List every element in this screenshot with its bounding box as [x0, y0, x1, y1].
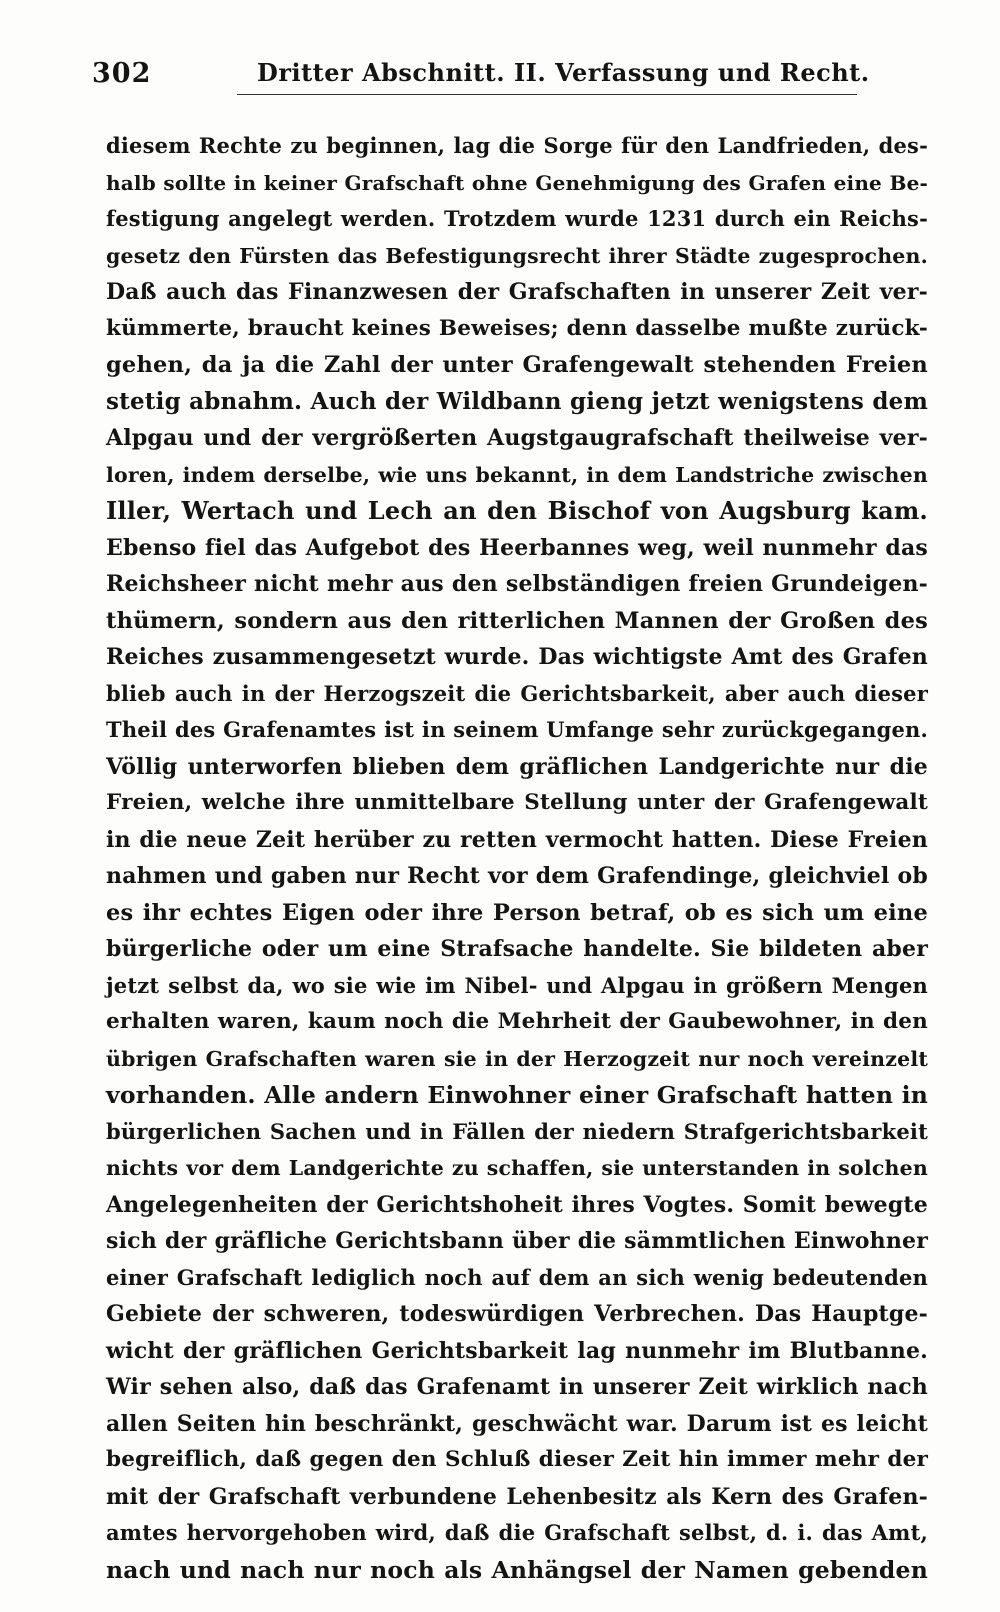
text-line: nahmen und gaben nur Recht vor dem Grafendinge, gleichviel ob: [106, 863, 928, 889]
text-line: Reichsheer nicht mehr aus den selbständigen freien Grundeigen-: [106, 571, 928, 597]
text-line: sich der gräfliche Gerichtsbann über die sämmtlichen Einwohner: [106, 1228, 928, 1254]
text-line: Reiches zusammengesetzt wurde. Das wichtigste Amt des Grafen: [106, 644, 928, 670]
text-line: Völlig unterworfen blieben dem gräflichen Landgerichte nur die: [106, 753, 928, 780]
text-line: allen Seiten hin beschränkt, geschwächt war. Darum ist es leicht: [106, 1410, 928, 1437]
text-line: thümern, sondern aus den ritterlichen Mannen der Großen des: [106, 607, 928, 634]
text-line: festigung angelegt werden. Trotzdem wurde 1231 durch ein Reichs-: [106, 206, 928, 231]
text-line: nach und nach nur noch als Anhängsel der Namen gebenden: [106, 1555, 928, 1584]
text-line: Alpgau und der vergrößerten Augstgaugrafschaft theilweise ver-: [106, 425, 928, 451]
header-rule: [237, 94, 857, 95]
text-line: erhalten waren, kaum noch die Mehrheit der Gaubewohner, in den: [106, 1009, 928, 1034]
text-line: Freien, welche ihre unmittelbare Stellung unter der Grafengewalt: [106, 790, 928, 815]
text-line: übrigen Grafschaften waren sie in der Herzogzeit nur noch vereinzelt: [106, 1046, 928, 1071]
text-line: begreiflich, daß gegen den Schluß dieser Zeit hin immer mehr der: [106, 1447, 928, 1472]
text-line: Ebenso fiel das Aufgebot des Heerbannes weg, weil nunmehr das: [106, 534, 928, 561]
page-number: 302: [92, 58, 152, 89]
text-line: Theil des Grafenamtes ist in seinem Umfange sehr zurückgegangen.: [106, 717, 928, 742]
page-header: [92, 54, 882, 98]
text-line: stetig abnahm. Auch der Wildbann gieng jetzt wenigstens dem: [106, 387, 928, 415]
text-line: halb sollte in keiner Grafschaft ohne Genehmigung des Grafen eine Be-: [106, 170, 928, 195]
text-line: wicht der gräflichen Gerichtsbarkeit lag nunmehr im Blutbanne.: [106, 1337, 928, 1364]
text-line: amtes hervorgehoben wird, daß die Grafschaft selbst, d. i. das Amt,: [106, 1520, 928, 1545]
text-line: gesetz den Fürsten das Befestigungsrecht ihrer Städte zugesprochen.: [106, 243, 928, 268]
running-head: Dritter Abschnitt. II. Verfassung und Recht.: [257, 58, 870, 87]
text-line: Gebiete der schweren, todeswürdigen Verbrechen. Das Hauptge-: [106, 1301, 928, 1327]
text-line: blieb auch in der Herzogszeit die Gerichtsbarkeit, aber auch dieser: [106, 680, 928, 706]
text-line: es ihr echtes Eigen oder ihre Person betraf, ob es sich um eine: [106, 899, 928, 926]
text-line: loren, indem derselbe, wie uns bekannt, in dem Landstriche zwischen: [106, 462, 928, 487]
text-line: Iller, Wertach und Lech an den Bischof von Augsburg kam.: [106, 496, 928, 525]
text-line: bürgerliche oder um eine Strafsache handelte. Sie bildeten aber: [106, 936, 928, 962]
text-line: diesem Rechte zu beginnen, lag die Sorge für den Landfrieden, des-: [106, 133, 928, 158]
text-line: in die neue Zeit herüber zu retten vermocht hatten. Diese Freien: [106, 826, 928, 853]
text-line: Wir sehen also, daß das Grafenamt in unserer Zeit wirklich nach: [106, 1374, 928, 1400]
text-line: gehen, da ja die Zahl der unter Grafengewalt stehenden Freien: [106, 352, 928, 378]
text-line: Daß auch das Finanzwesen der Grafschaften in unserer Zeit ver-: [106, 279, 928, 305]
body-text: [106, 128, 928, 1588]
text-line: jetzt selbst da, wo sie wie im Nibel- und Alpgau in größern Mengen: [106, 972, 928, 998]
text-line: einer Grafschaft lediglich noch auf dem an sich wenig bedeutenden: [106, 1264, 928, 1290]
text-line: kümmerte, braucht keines Beweises; denn dasselbe mußte zurück-: [106, 315, 928, 341]
text-line: Angelegenheiten der Gerichtshoheit ihres Vogtes. Somit bewegte: [106, 1191, 928, 1218]
text-line: bürgerlichen Sachen und in Fällen der niedern Strafgerichtsbarkeit: [106, 1118, 928, 1144]
text-line: nichts vor dem Landgerichte zu schaffen, sie unterstanden in solchen: [106, 1156, 928, 1180]
text-line: vorhanden. Alle andern Einwohner einer Grafschaft hatten in: [106, 1081, 928, 1109]
text-line: mit der Grafschaft verbundene Lehenbesitz als Kern des Grafen-: [106, 1483, 928, 1510]
